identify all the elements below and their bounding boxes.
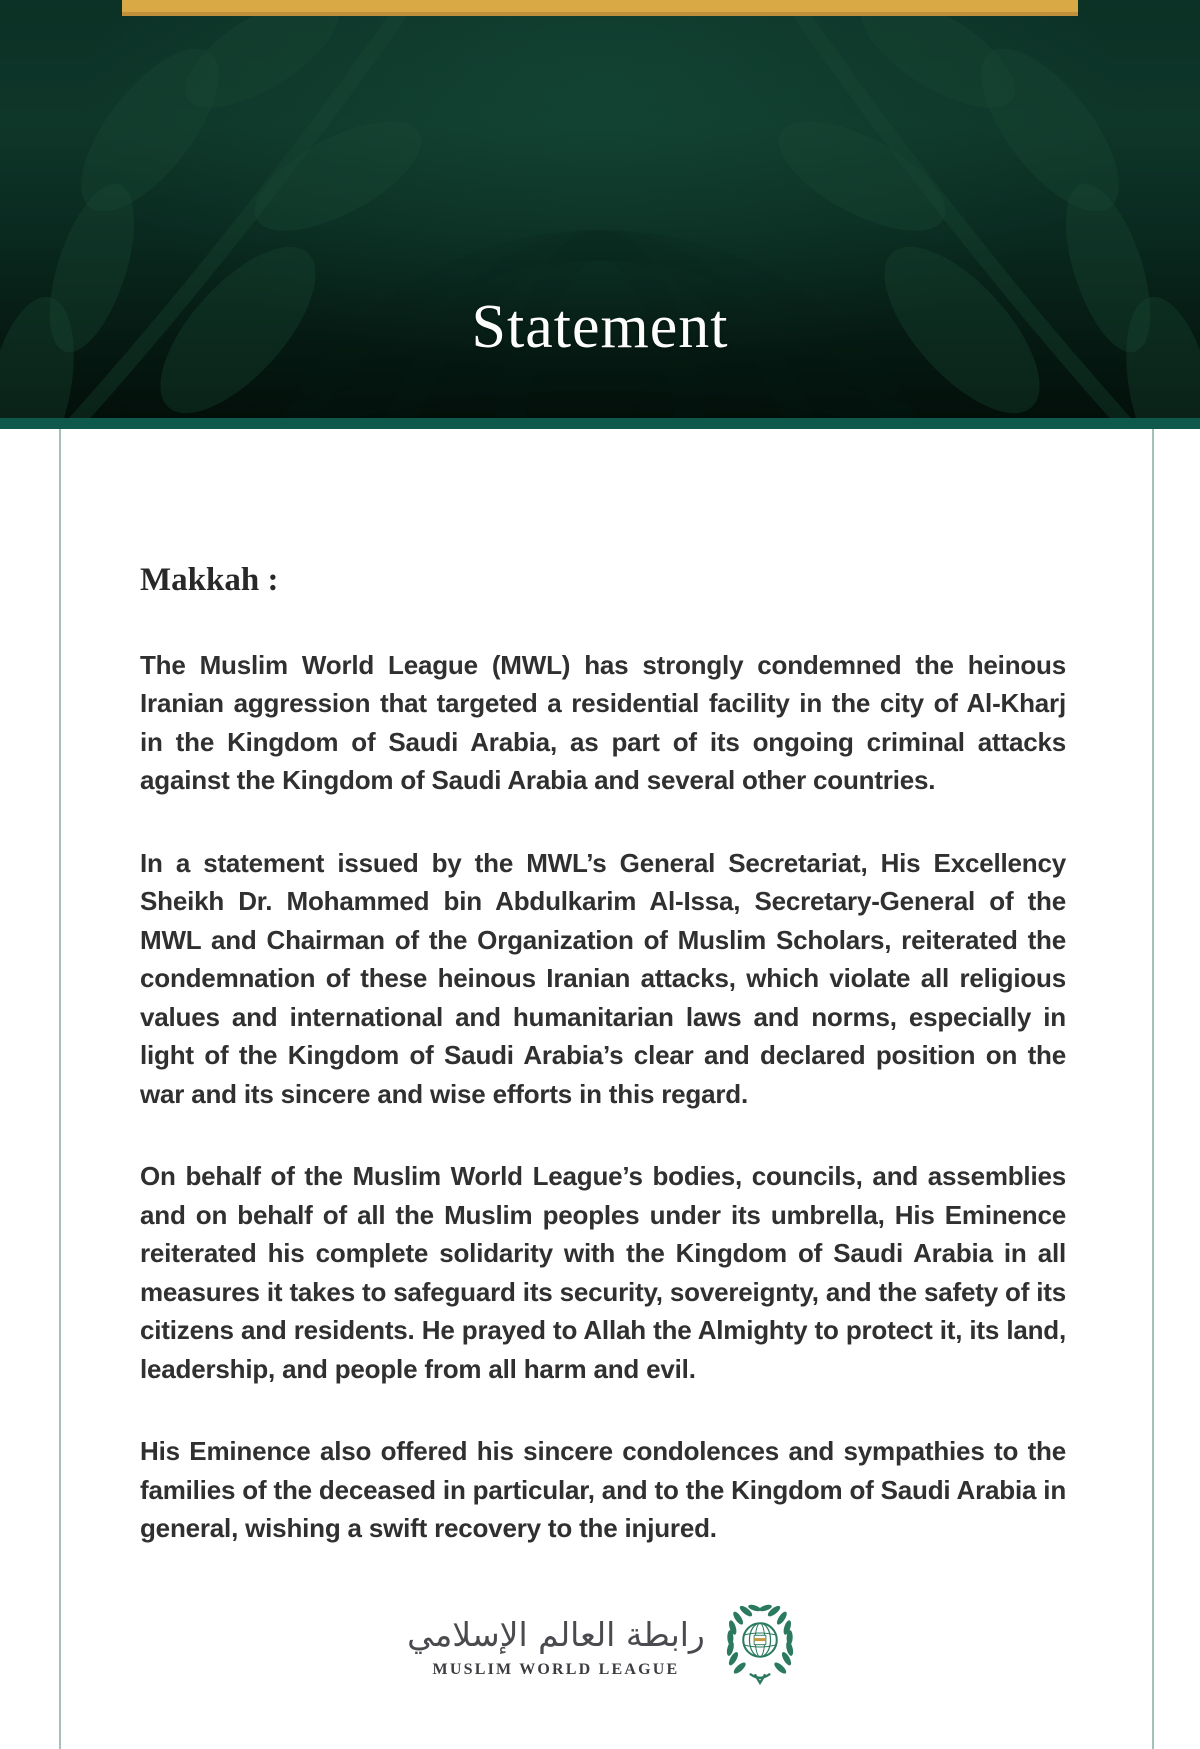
statement-paragraph-2: In a statement issued by the MWL’s General Secretariat, His Excellency Sheikh Dr. Mohammed bin Abdulkarim Al-Issa, Secretary-General of the MWL and Chairman of the Organization of Muslim Scholars, reiterated the condemnation of these heinous Iranian attacks, which violate all religious values and international and humanitarian laws and norms, especially in light of the Kingdom of Saudi Arabia’s clear and declared position on the war and its sincere and wise efforts in this regard. bbox=[140, 847, 1066, 1109]
left-border-line bbox=[59, 429, 61, 1749]
location-heading: Makkah : bbox=[140, 562, 279, 598]
content-panel bbox=[0, 429, 1200, 1749]
mwl-emblem-icon bbox=[721, 1604, 799, 1690]
statement-paragraph-4: His Eminence also offered his sincere condolences and sympathies to the families of the deceased in particular, and to the Kingdom of Saudi Arabia in general, wishing a swift recovery to the injured. bbox=[140, 1436, 1066, 1544]
statement-body bbox=[0, 429, 1200, 1690]
gold-accent-bar bbox=[122, 0, 1078, 16]
page-title: Statement bbox=[471, 293, 729, 361]
header-banner bbox=[0, 0, 1200, 418]
statement-paragraph-1: The Muslim World League (MWL) has strongly condemned the heinous Iranian aggression that targeted a residential facility in the city of Al-Kharj in the Kingdom of Saudi Arabia, as part of its ongoing criminal attacks against the Kingdom of Saudi Arabia and several other countries. bbox=[140, 649, 1066, 796]
kaaba-icon bbox=[754, 1635, 766, 1644]
statement-paragraph-3: On behalf of the Muslim World League’s bodies, councils, and assemblies and on behalf of all the Muslim peoples under its umbrella, His Eminence reiterated his complete solidarity with the Kingdom of Saudi Arabia in all measures it takes to safeguard its security, sovereignty, and the safety of its citizens and residents. He prayed to Allah the Almighty to protect it, its land, leadership, and people from all harm and evil. bbox=[140, 1161, 1066, 1384]
right-border-line bbox=[1152, 429, 1154, 1749]
mwl-arabic-wordmark: رابطة العالم الإسلامي bbox=[407, 1615, 705, 1655]
teal-divider bbox=[0, 418, 1200, 429]
mwl-english-wordmark: MUSLIM WORLD LEAGUE bbox=[432, 1660, 680, 1678]
mwl-wordmarks bbox=[407, 1615, 705, 1679]
mwl-logo bbox=[140, 1604, 1066, 1690]
